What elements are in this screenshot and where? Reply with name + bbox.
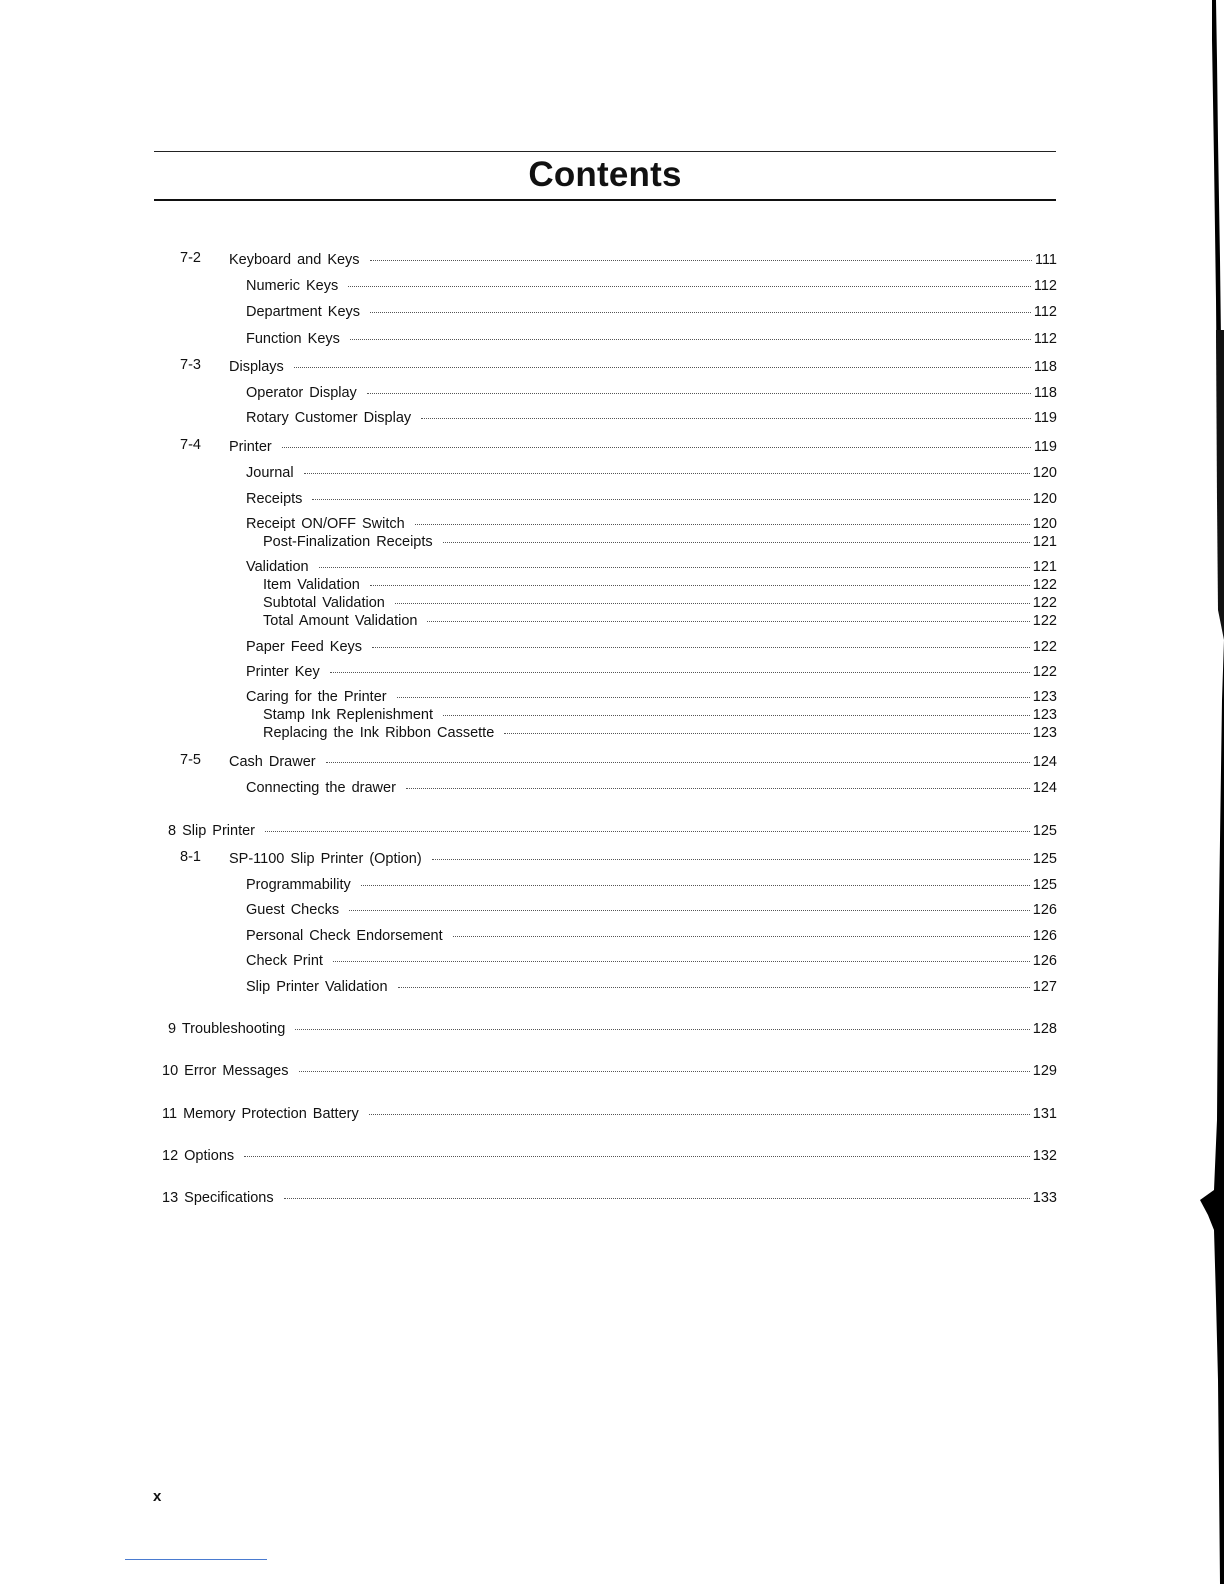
toc-entry	[263, 722, 1057, 740]
toc-section-number: 7-5	[180, 752, 201, 768]
dot-leader	[350, 325, 1031, 340]
toc-entry	[246, 976, 1057, 994]
toc-entry-label: 11 Memory Protection Battery	[162, 1106, 359, 1122]
page-number-footer: x	[153, 1488, 162, 1505]
dot-leader	[432, 845, 1030, 860]
toc-page-number: 125	[1032, 851, 1057, 867]
toc-entry-label: Cash Drawer	[229, 754, 316, 770]
toc-entry-label: Department Keys	[246, 304, 361, 320]
toc-page-number: 124	[1032, 754, 1057, 770]
toc-entry-label: Displays	[229, 359, 284, 375]
toc-page-number: 122	[1032, 595, 1057, 611]
toc-entry-label: 8 Slip Printer	[168, 823, 256, 839]
toc-entry-label: Receipts	[246, 491, 303, 507]
toc-entry-label: SP-1100 Slip Printer (Option)	[229, 851, 422, 867]
toc-page-number: 127	[1032, 979, 1057, 995]
toc-entry	[180, 436, 1057, 455]
toc-entry-label: Journal	[246, 465, 294, 481]
toc-page-number: 112	[1033, 331, 1057, 347]
dot-leader	[369, 1100, 1030, 1115]
toc-entry	[246, 925, 1057, 943]
toc-page-number: 119	[1033, 410, 1057, 426]
dot-leader	[304, 459, 1030, 474]
toc-entry-label: Numeric Keys	[246, 278, 339, 294]
dot-leader	[312, 485, 1029, 500]
toc-entry	[246, 407, 1057, 425]
toc-page-number: 131	[1032, 1106, 1057, 1122]
toc-entry	[246, 950, 1057, 968]
toc-section-number: 7-4	[180, 437, 201, 453]
toc-page-number: 120	[1032, 516, 1057, 532]
dot-leader	[284, 1184, 1030, 1199]
toc-entry-label: Guest Checks	[246, 902, 340, 918]
dot-leader	[295, 1015, 1030, 1030]
dot-leader	[372, 633, 1030, 648]
toc-entry	[180, 751, 1057, 770]
dot-leader	[398, 973, 1030, 988]
toc-entry	[246, 899, 1057, 917]
toc-section-number: 7-2	[180, 250, 201, 266]
toc-page-number: 132	[1032, 1148, 1057, 1164]
dot-leader	[427, 607, 1029, 622]
toc-entry-label: Operator Display	[246, 385, 357, 401]
toc-page-number: 121	[1032, 534, 1057, 550]
dot-leader	[244, 1142, 1030, 1157]
dot-leader	[282, 433, 1031, 448]
toc-page-number: 126	[1032, 953, 1057, 969]
toc-page-number: 118	[1033, 385, 1057, 401]
toc-page-number: 122	[1032, 577, 1057, 593]
toc-entry-label: Printer Key	[246, 664, 320, 680]
dot-leader	[415, 510, 1030, 525]
toc-page-number: 120	[1032, 465, 1057, 481]
toc-page-number: 126	[1032, 928, 1057, 944]
toc-entry	[162, 1060, 1057, 1078]
toc-entry	[168, 820, 1057, 838]
toc-entry-label: Personal Check Endorsement	[246, 928, 443, 944]
toc-page-number: 122	[1032, 664, 1057, 680]
scan-edge-shadow	[1104, 0, 1224, 1584]
toc-entry-label: Stamp Ink Replenishment	[263, 707, 434, 723]
toc-entry	[246, 328, 1057, 346]
toc-entry	[246, 462, 1057, 480]
toc-entry-label: Keyboard and Keys	[229, 252, 360, 268]
toc-entry-label: Function Keys	[246, 331, 340, 347]
toc-page-number: 122	[1032, 639, 1057, 655]
toc-page-number: 133	[1032, 1190, 1057, 1206]
dot-leader	[421, 404, 1031, 419]
toc-page-number: 129	[1032, 1063, 1057, 1079]
toc-entry-label: Connecting the drawer	[246, 780, 396, 796]
dot-leader	[443, 701, 1030, 716]
toc-entry	[246, 661, 1057, 679]
toc-page-number: 126	[1032, 902, 1057, 918]
toc-entry-label: Caring for the Printer	[246, 689, 387, 705]
toc-page-number: 124	[1032, 780, 1057, 796]
toc-entry-label: Paper Feed Keys	[246, 639, 363, 655]
toc-entry-label: Post-Finalization Receipts	[263, 534, 433, 550]
toc-entry-label: Printer	[229, 439, 272, 455]
toc-page-number: 121	[1032, 559, 1057, 575]
dot-leader	[453, 922, 1030, 937]
toc-page-number: 120	[1032, 491, 1057, 507]
dot-leader	[370, 298, 1031, 313]
toc-page-number: 123	[1032, 707, 1057, 723]
dot-leader	[370, 246, 1032, 261]
toc-page-number: 125	[1032, 877, 1057, 893]
dot-leader	[406, 774, 1030, 789]
dot-leader	[326, 748, 1030, 763]
dot-leader	[319, 553, 1030, 568]
toc-entry	[180, 249, 1057, 268]
toc-entry-label: Item Validation	[263, 577, 360, 593]
toc-entry	[162, 1145, 1057, 1163]
toc-entry-label: Slip Printer Validation	[246, 979, 388, 995]
toc-entry-label: 9 Troubleshooting	[168, 1021, 286, 1037]
toc-entry	[246, 301, 1057, 319]
toc-entry-label: Rotary Customer Display	[246, 410, 412, 426]
toc-entry-label: Programmability	[246, 877, 351, 893]
dot-leader	[265, 817, 1030, 832]
toc-page-number: 111	[1034, 252, 1057, 268]
toc-entry-label: 12 Options	[162, 1148, 235, 1164]
page-title: Contents	[528, 155, 682, 194]
toc-entry-label: Subtotal Validation	[263, 595, 385, 611]
toc-entry-label: Replacing the Ink Ribbon Cassette	[263, 725, 495, 741]
toc-page-number: 123	[1032, 689, 1057, 705]
dot-leader	[395, 589, 1030, 604]
dot-leader	[294, 353, 1031, 368]
dot-leader	[330, 658, 1030, 673]
toc-page-number: 112	[1033, 304, 1057, 320]
toc-entry	[180, 356, 1057, 375]
toc-page-number: 122	[1032, 613, 1057, 629]
dot-leader	[361, 871, 1030, 886]
dot-leader	[299, 1057, 1030, 1072]
toc-entry-label: 10 Error Messages	[162, 1063, 289, 1079]
toc-entry-label: Validation	[246, 559, 309, 575]
toc-entry	[246, 777, 1057, 795]
toc-entry	[246, 636, 1057, 654]
toc-page-number: 118	[1033, 359, 1057, 375]
toc-entry	[162, 1103, 1057, 1121]
dot-leader	[370, 571, 1030, 586]
toc-entry-label: Receipt ON/OFF Switch	[246, 516, 405, 532]
dot-leader	[367, 379, 1031, 394]
toc-page-number: 119	[1033, 439, 1057, 455]
toc-entry	[246, 488, 1057, 506]
toc-entry	[263, 531, 1057, 549]
toc-section-number: 7-3	[180, 357, 201, 373]
toc-entry	[168, 1018, 1057, 1036]
scan-artifact-line	[125, 1559, 267, 1560]
toc-entry	[246, 382, 1057, 400]
toc-entry-label: Check Print	[246, 953, 323, 969]
toc-entry	[180, 848, 1057, 867]
dot-leader	[504, 719, 1030, 734]
dot-leader	[349, 896, 1030, 911]
dot-leader	[397, 683, 1030, 698]
toc-page-number: 112	[1033, 278, 1057, 294]
dot-leader	[443, 528, 1030, 543]
toc-entry	[263, 610, 1057, 628]
dot-leader	[333, 947, 1030, 962]
toc-entry-label: Total Amount Validation	[263, 613, 418, 629]
toc-page-number: 123	[1032, 725, 1057, 741]
toc-entry	[246, 275, 1057, 293]
toc-entry-label: 13 Specifications	[162, 1190, 274, 1206]
toc-entry	[162, 1187, 1057, 1205]
toc-entry	[246, 874, 1057, 892]
dot-leader	[348, 272, 1031, 287]
toc-section-number: 8-1	[180, 849, 201, 865]
toc-page-number: 128	[1032, 1021, 1057, 1037]
title-rule-bottom	[154, 199, 1056, 201]
toc-page-number: 125	[1032, 823, 1057, 839]
